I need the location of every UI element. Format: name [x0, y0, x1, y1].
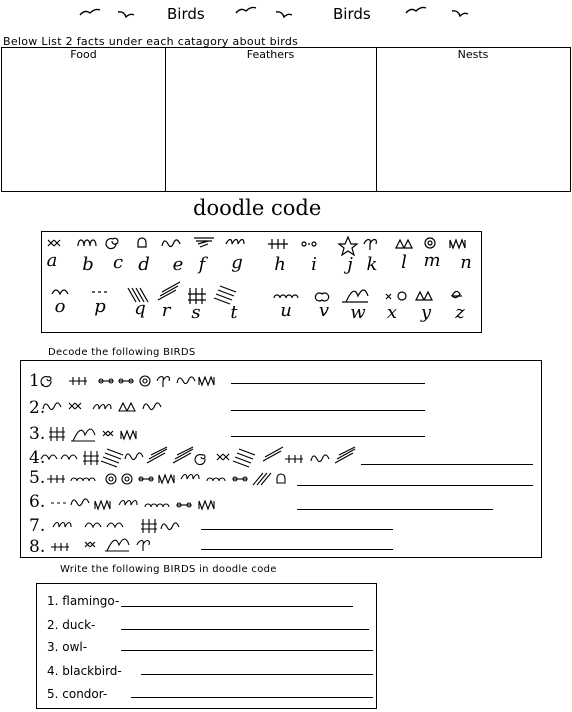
encode-answer-line-2[interactable] — [121, 629, 369, 630]
encode-instruction: Write the following BIRDS in doodle code — [60, 564, 277, 575]
key-letter-u: u — [280, 300, 292, 321]
key-letter-e: e — [172, 254, 184, 275]
encode-answer-line-1[interactable] — [121, 606, 353, 607]
decode-item-4-number: 4. — [29, 448, 46, 468]
decode-item-7-number: 7. — [29, 516, 46, 536]
decode-item-8-number: 8. — [29, 537, 46, 557]
encode-item-1-label: 1. flamingo- — [47, 594, 120, 608]
code-key-title: doodle code — [193, 196, 322, 220]
key-letter-j: j — [347, 254, 353, 275]
decode-item-6-number: 6. — [29, 492, 46, 512]
decode-answer-line-3[interactable] — [231, 436, 425, 437]
column-header-nests: Nests — [457, 48, 489, 61]
facts-instruction: Below List 2 facts under each catagory about birds — [3, 35, 299, 48]
key-letter-h: h — [274, 254, 286, 275]
encode-item-2-label: 2. duck- — [47, 618, 96, 632]
key-letter-f: f — [198, 254, 206, 275]
key-letter-o: o — [54, 296, 66, 317]
bird-doodles — [0, 0, 572, 30]
key-letter-p: p — [94, 296, 106, 317]
column-header-feathers: Feathers — [246, 48, 295, 61]
decode-item-3-number: 3. — [29, 424, 46, 444]
key-letter-z: z — [455, 302, 465, 323]
key-letter-a: a — [46, 250, 58, 271]
decode-answer-line-4[interactable] — [361, 464, 533, 465]
encode-answer-line-3[interactable] — [121, 650, 373, 651]
decode-box — [20, 360, 542, 558]
key-letter-b: b — [82, 254, 94, 275]
key-letter-i: i — [311, 254, 317, 275]
nests-answer-area[interactable] — [377, 62, 569, 190]
encode-answer-line-4[interactable] — [141, 674, 373, 675]
decode-item-2-number: 2. — [29, 398, 46, 418]
decode-answer-line-6[interactable] — [297, 509, 493, 510]
header-title-right: Birds — [333, 5, 371, 23]
key-letter-l: l — [401, 252, 407, 273]
key-letter-n: n — [460, 252, 472, 273]
decode-answer-line-1[interactable] — [231, 383, 425, 384]
key-letter-s: s — [191, 302, 201, 323]
column-header-food: Food — [70, 48, 97, 61]
food-answer-area[interactable] — [3, 62, 164, 190]
decode-answer-line-2[interactable] — [231, 410, 425, 411]
key-letter-g: g — [231, 252, 243, 273]
decode-instruction: Decode the following BIRDS — [48, 347, 196, 358]
key-letter-m: m — [423, 250, 441, 271]
key-letter-y: y — [420, 302, 432, 323]
decode-answer-line-5[interactable] — [297, 485, 533, 486]
key-letter-w: w — [350, 302, 366, 323]
key-letter-x: x — [386, 302, 398, 323]
feathers-answer-area[interactable] — [166, 62, 375, 190]
key-letter-t: t — [230, 302, 238, 323]
encode-item-3-label: 3. owl- — [47, 640, 88, 654]
facts-table — [1, 47, 571, 192]
header-title-left: Birds — [167, 5, 205, 23]
decode-item-5-number: 5. — [29, 468, 46, 488]
page-header — [0, 0, 572, 30]
key-letter-d: d — [138, 254, 150, 275]
key-letter-q: q — [134, 298, 146, 319]
decode-answer-line-8[interactable] — [201, 549, 393, 550]
key-letter-k: k — [366, 254, 378, 275]
key-letter-r: r — [161, 300, 171, 321]
code-key-box — [41, 231, 482, 333]
key-letter-c: c — [112, 252, 124, 273]
decode-answer-line-7[interactable] — [201, 529, 393, 530]
encode-answer-line-5[interactable] — [131, 697, 373, 698]
encode-box — [36, 583, 377, 709]
encode-item-5-label: 5. condor- — [47, 687, 108, 701]
decode-item-1-number: 1. — [29, 371, 46, 391]
encode-item-4-label: 4. blackbird- — [47, 664, 122, 678]
key-letter-v: v — [318, 300, 330, 321]
